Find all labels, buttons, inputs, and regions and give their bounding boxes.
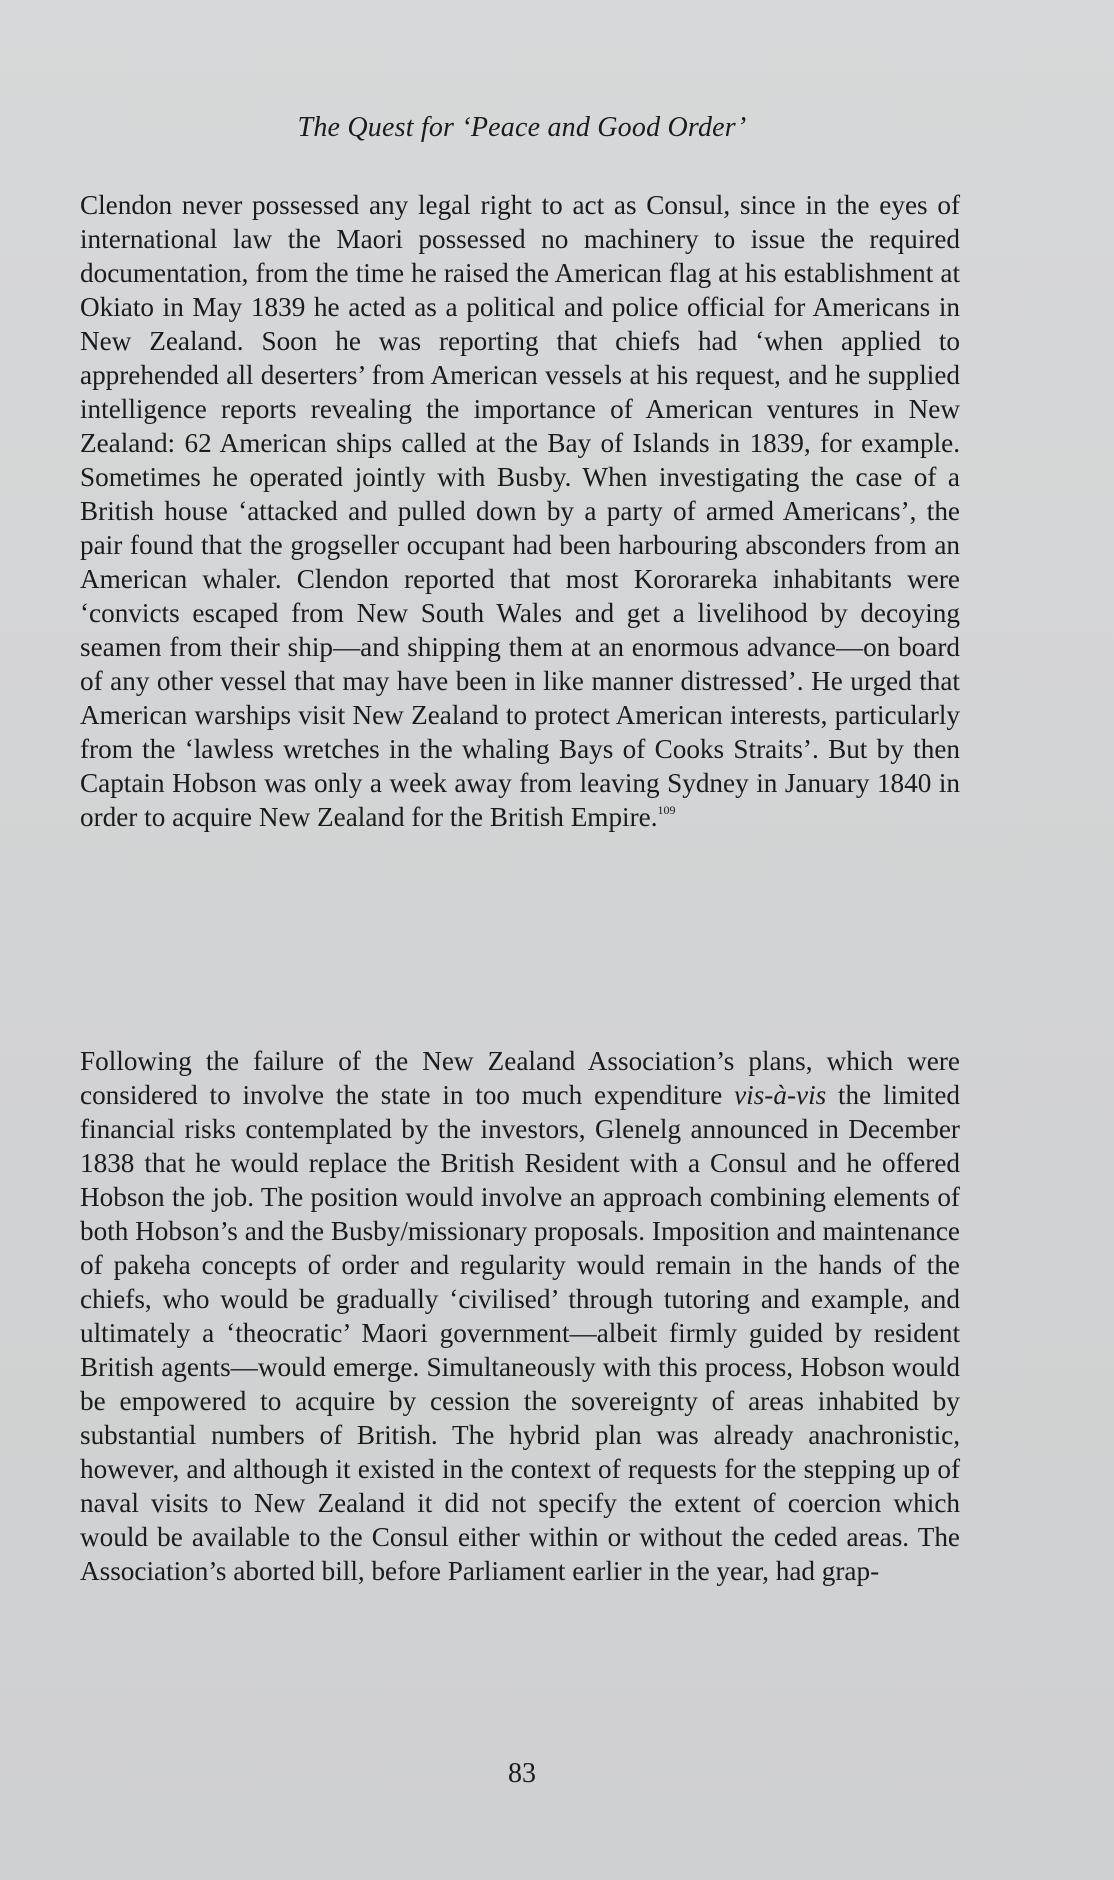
running-head: The Quest for ‘Peace and Good Order’ — [297, 112, 747, 143]
paragraph-2 — [80, 1044, 960, 1588]
footnote-marker: 109 — [657, 803, 676, 817]
italic-phrase: vis-à-vis — [734, 1080, 827, 1110]
page-number: 83 — [508, 1758, 536, 1789]
paragraph-2-text-end: the limited financial risks contemplated by the investors, Glenelg announced in December 1838 that he would replace the British Resident with a Consul and he offered Hobson the job. The position would involve an approach combining elements of both Hobson’s and the Busby/missionary proposals. Imposition and maintenance of pakeha concepts of order and regularity would remain in the hands of the chiefs, who would be gradually ‘civilised’ through tutoring and example, and ultimately a ‘theocratic’ Maori government—albeit firmly guided by resident British agents—would emerge. Simultaneously with this process, Hobson would be empowered to acquire by cession the sovereignty of areas inhabited by substantial numbers of British. The hybrid plan was already anachronistic, however, and although it existed in the context of requests for the stepping up of naval visits to New Zealand it did not specify the extent of coercion which would be available to the Consul either within or without the ceded areas. The Association’s aborted bill, before Parliament earlier in the year, had grap- — [80, 1080, 960, 1586]
paragraph-2-text-start: Following the failure of the New Zealand Association’s plans, which were considered to involve the state in too much expenditure — [80, 1046, 960, 1110]
paragraph-1 — [80, 188, 960, 834]
paragraph-1-text: Clendon never possessed any legal right to act as Consul, since in the eyes of international law the Maori possessed no machinery to issue the required documentation, from the time he raised the American flag at his establishment at Okiato in May 1839 he acted as a political and police official for Americans in New Zealand. Soon he was reporting that chiefs had ‘when applied to apprehended all deserters’ from American vessels at his request, and he supplied intelligence reports revealing the importance of American ventures in New Zealand: 62 American ships called at the Bay of Islands in 1839, for example. Sometimes he operated jointly with Busby. When investigating the case of a British house ‘attacked and pulled down by a party of armed Americans’, the pair found that the grogseller occupant had been harbouring absconders from an American whaler. Clendon reported that most Kororareka inhabitants were ‘convicts escaped from New South Wales and get a livelihood by decoying seamen from their ship—and shipping them at an enormous advance—on board of any other vessel that may have been in like manner distressed’. He urged that American warships visit New Zealand to protect American interests, particularly from the ‘lawless wretches in the whaling Bays of Cooks Straits’. But by then Captain Hobson was only a week away from leaving Sydney in January 1840 in order to acquire New Zealand for the British Empire. — [80, 190, 960, 832]
